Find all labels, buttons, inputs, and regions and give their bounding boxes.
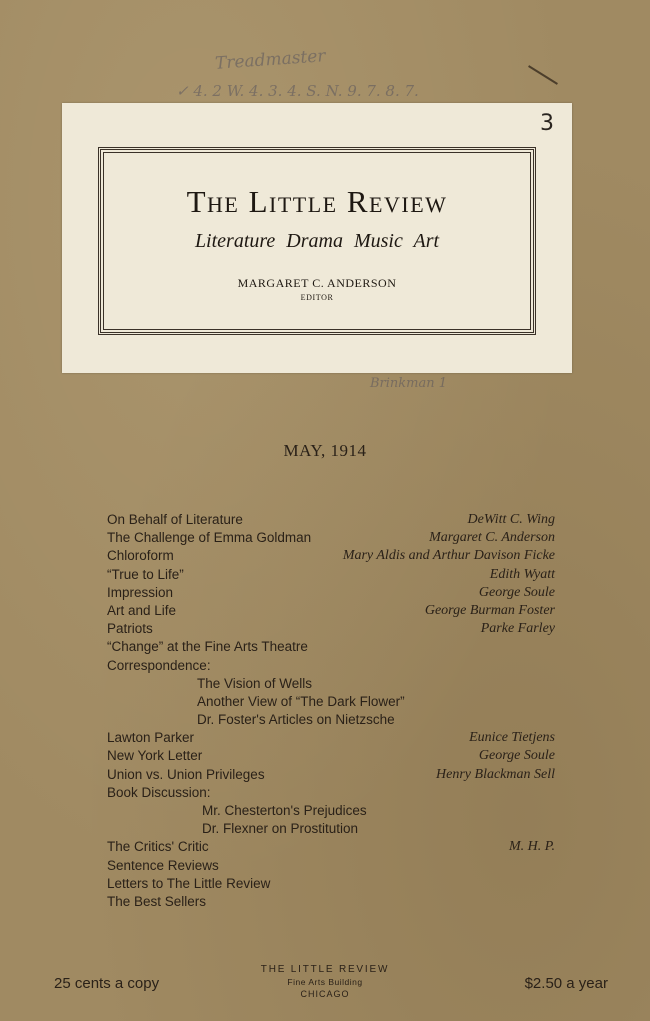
toc-entry-title: The Critics' Critic	[107, 839, 209, 855]
toc-entry-title: Patriots	[107, 621, 153, 637]
toc-entry-title: Lawton Parker	[107, 730, 195, 746]
toc-entry-author: Eunice Tietjens	[469, 730, 555, 746]
toc-entry-title: On Behalf of Literature	[107, 512, 243, 527]
toc-entry	[107, 530, 555, 548]
toc-entry-title: Art and Life	[107, 602, 177, 618]
pencil-signature: Brinkman 1	[370, 376, 448, 391]
pencil-shelf-mark: ✓ 4. 2 W. 4. 3. 4. S. N. 9. 7. 8. 7.	[176, 82, 419, 100]
toc-entry-author: Edith Wyatt	[489, 566, 555, 582]
pencil-check-stroke	[528, 65, 558, 85]
toc-entry	[107, 767, 555, 785]
toc-entry-title: Union vs. Union Privileges	[107, 766, 265, 782]
toc-entry	[107, 876, 555, 894]
toc-entry-author: Henry Blackman Sell	[436, 766, 555, 782]
toc-entry	[107, 548, 555, 566]
toc-entry-title: The Vision of Wells	[197, 675, 313, 691]
toc-entry-title: Mr. Chesterton's Prejudices	[202, 803, 367, 818]
toc-entry-author: George Burman Foster	[424, 602, 555, 618]
label-number: 3	[540, 111, 554, 136]
toc-entry	[107, 676, 555, 694]
toc-entry	[107, 821, 555, 839]
toc-entry	[107, 858, 555, 876]
toc-entry-title: Dr. Flexner on Prostitution	[202, 821, 359, 837]
toc-entry-title: Correspondence:	[107, 657, 211, 673]
toc-entry-title: Letters to The Little Review	[107, 875, 271, 891]
toc-entry	[107, 730, 555, 748]
imprint-name: THE LITTLE REVIEW	[260, 964, 390, 975]
toc-entry-author: M. H. P.	[508, 839, 555, 855]
toc-entry	[107, 512, 555, 530]
toc-entry-author: DeWitt C. Wing	[467, 512, 555, 527]
toc-entry	[107, 585, 555, 603]
toc-entry-author: George Soule	[478, 748, 555, 764]
price-per-copy: 25 cents a copy	[54, 975, 160, 992]
toc-entry-author: Margaret C. Anderson	[429, 530, 555, 546]
toc-entry	[107, 894, 555, 912]
toc-entry	[107, 839, 555, 857]
editor-role: EDITOR	[300, 293, 334, 302]
toc-entry-author: Mary Aldis and Arthur Davison Ficke	[342, 548, 555, 564]
toc-entry-title: “True to Life”	[107, 566, 184, 582]
toc-entry	[107, 748, 555, 766]
table-of-contents	[107, 512, 555, 912]
imprint-city: CHICAGO	[300, 989, 350, 999]
toc-entry	[107, 639, 555, 657]
editor-name: MARGARET C. ANDERSON	[237, 276, 397, 290]
toc-entry-title: The Best Sellers	[107, 893, 207, 909]
toc-entry-title: The Challenge of Emma Goldman	[107, 530, 312, 546]
toc-entry	[107, 621, 555, 639]
toc-entry-title: New York Letter	[107, 748, 203, 764]
toc-entry-title: Another View of “The Dark Flower”	[197, 693, 405, 709]
toc-entry-author: George Soule	[478, 584, 555, 600]
price-per-year: $2.50 a year	[524, 975, 608, 992]
toc-entry	[107, 803, 555, 821]
toc-entry-title: Impression	[107, 584, 174, 600]
toc-entry	[107, 694, 555, 712]
toc-entry-title: Dr. Foster's Articles on Nietzsche	[197, 712, 395, 728]
masthead-frame	[98, 147, 536, 335]
imprint-building: Fine Arts Building	[287, 977, 363, 987]
toc-entry	[107, 567, 555, 585]
toc-entry	[107, 785, 555, 803]
magazine-title: The Little Review	[186, 184, 448, 219]
toc-entry	[107, 658, 555, 676]
toc-entry-title: “Change” at the Fine Arts Theatre	[107, 639, 308, 655]
magazine-subtitle: Literature Drama Music Art	[194, 230, 440, 252]
pencil-scribble: Treadmaster	[214, 46, 327, 74]
toc-entry-author: Parke Farley	[480, 621, 555, 637]
toc-entry-title: Book Discussion:	[107, 784, 211, 800]
issue-date: MAY, 1914	[283, 441, 367, 460]
toc-entry	[107, 712, 555, 730]
cover-label	[62, 103, 572, 373]
toc-entry	[107, 603, 555, 621]
toc-entry-title: Chloroform	[107, 548, 174, 564]
toc-entry-title: Sentence Reviews	[107, 857, 219, 873]
